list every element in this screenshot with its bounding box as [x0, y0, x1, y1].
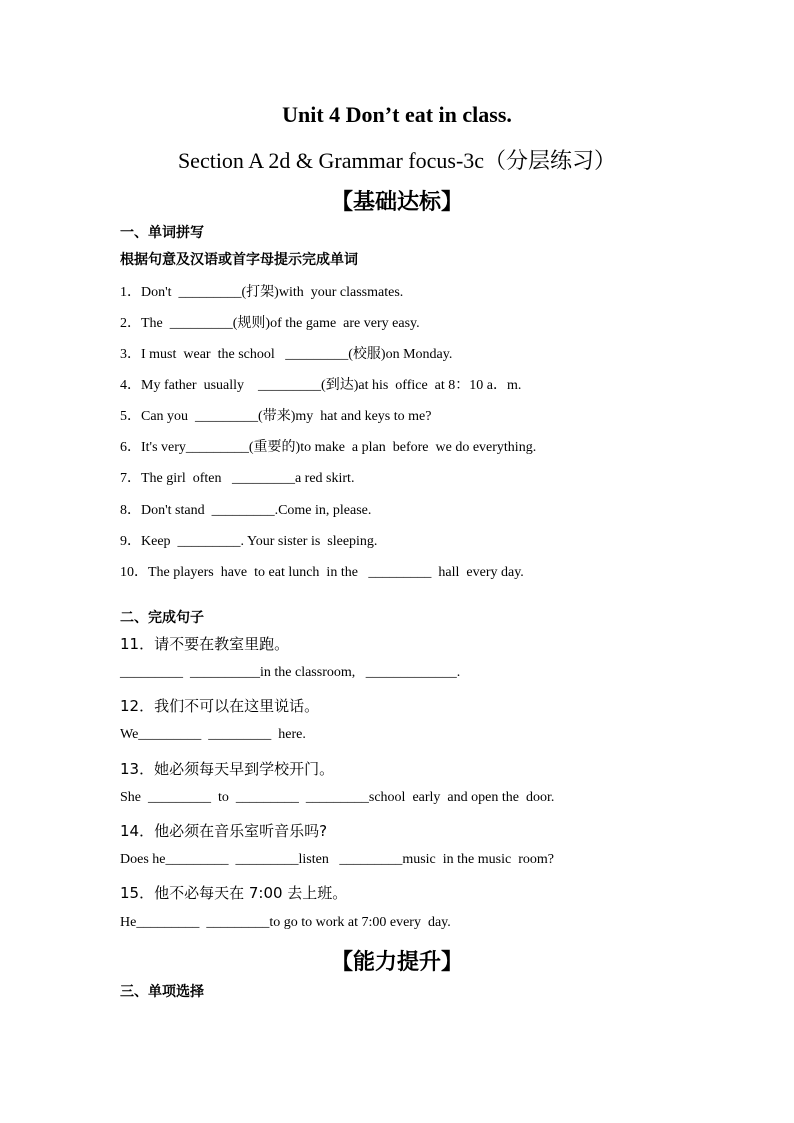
question-7: 7．The girl often _________a red skirt.	[120, 471, 355, 486]
question-9: 9．Keep _________. Your sister is sleeping.	[120, 534, 378, 549]
question-12-answer: We_________ _________ here.	[120, 727, 306, 742]
question-14-answer: Does he_________ _________listen _________music in the music room?	[120, 852, 554, 867]
question-15-prompt: 15．他不必每天在 7:00 去上班。	[120, 884, 348, 902]
question-11-answer: _________ __________in the classroom, _____________.	[120, 665, 461, 680]
question-2: 2．The _________(规则)of the game are very easy.	[120, 316, 420, 331]
question-11-prompt: 11．请不要在教室里跑。	[120, 635, 290, 653]
question-12-prompt: 12．我们不可以在这里说话。	[120, 697, 320, 715]
question-15-answer: He_________ _________to go to work at 7:00 every day.	[120, 915, 451, 930]
question-14-prompt: 14．他必须在音乐室听音乐吗?	[120, 822, 328, 840]
part1-instruction: 根据句意及汉语或首字母提示完成单词	[120, 252, 358, 268]
question-10: 10．The players have to eat lunch in the _________ hall every day.	[120, 565, 524, 580]
question-13-answer: She _________ to _________ _________school early and open the door.	[120, 790, 555, 805]
section-advanced-banner: 【能力提升】	[330, 950, 463, 975]
question-6: 6．It's very_________(重要的)to make a plan before we do everything.	[120, 440, 537, 455]
question-13-prompt: 13．她必须每天早到学校开门。	[120, 760, 335, 778]
question-5: 5．Can you _________(带来)my hat and keys to me?	[120, 409, 432, 424]
part1-heading: 一、单词拼写	[120, 225, 204, 241]
section-basic-banner: 【基础达标】	[330, 190, 463, 215]
page-subtitle: Section A 2d & Grammar focus-3c（分层练习）	[177, 148, 617, 173]
part2-heading: 二、完成句子	[120, 610, 204, 626]
part3-heading: 三、单项选择	[120, 984, 204, 1000]
page-title: Unit 4 Don’t eat in class.	[282, 102, 512, 127]
question-3: 3．I must wear the school _________(校服)on Monday.	[120, 347, 453, 362]
question-1: 1．Don't _________(打架)with your classmates.	[120, 285, 404, 300]
question-4: 4．My father usually _________(到达)at his office at 8：10 a．m.	[120, 378, 522, 393]
question-8: 8．Don't stand _________.Come in, please.	[120, 503, 372, 518]
